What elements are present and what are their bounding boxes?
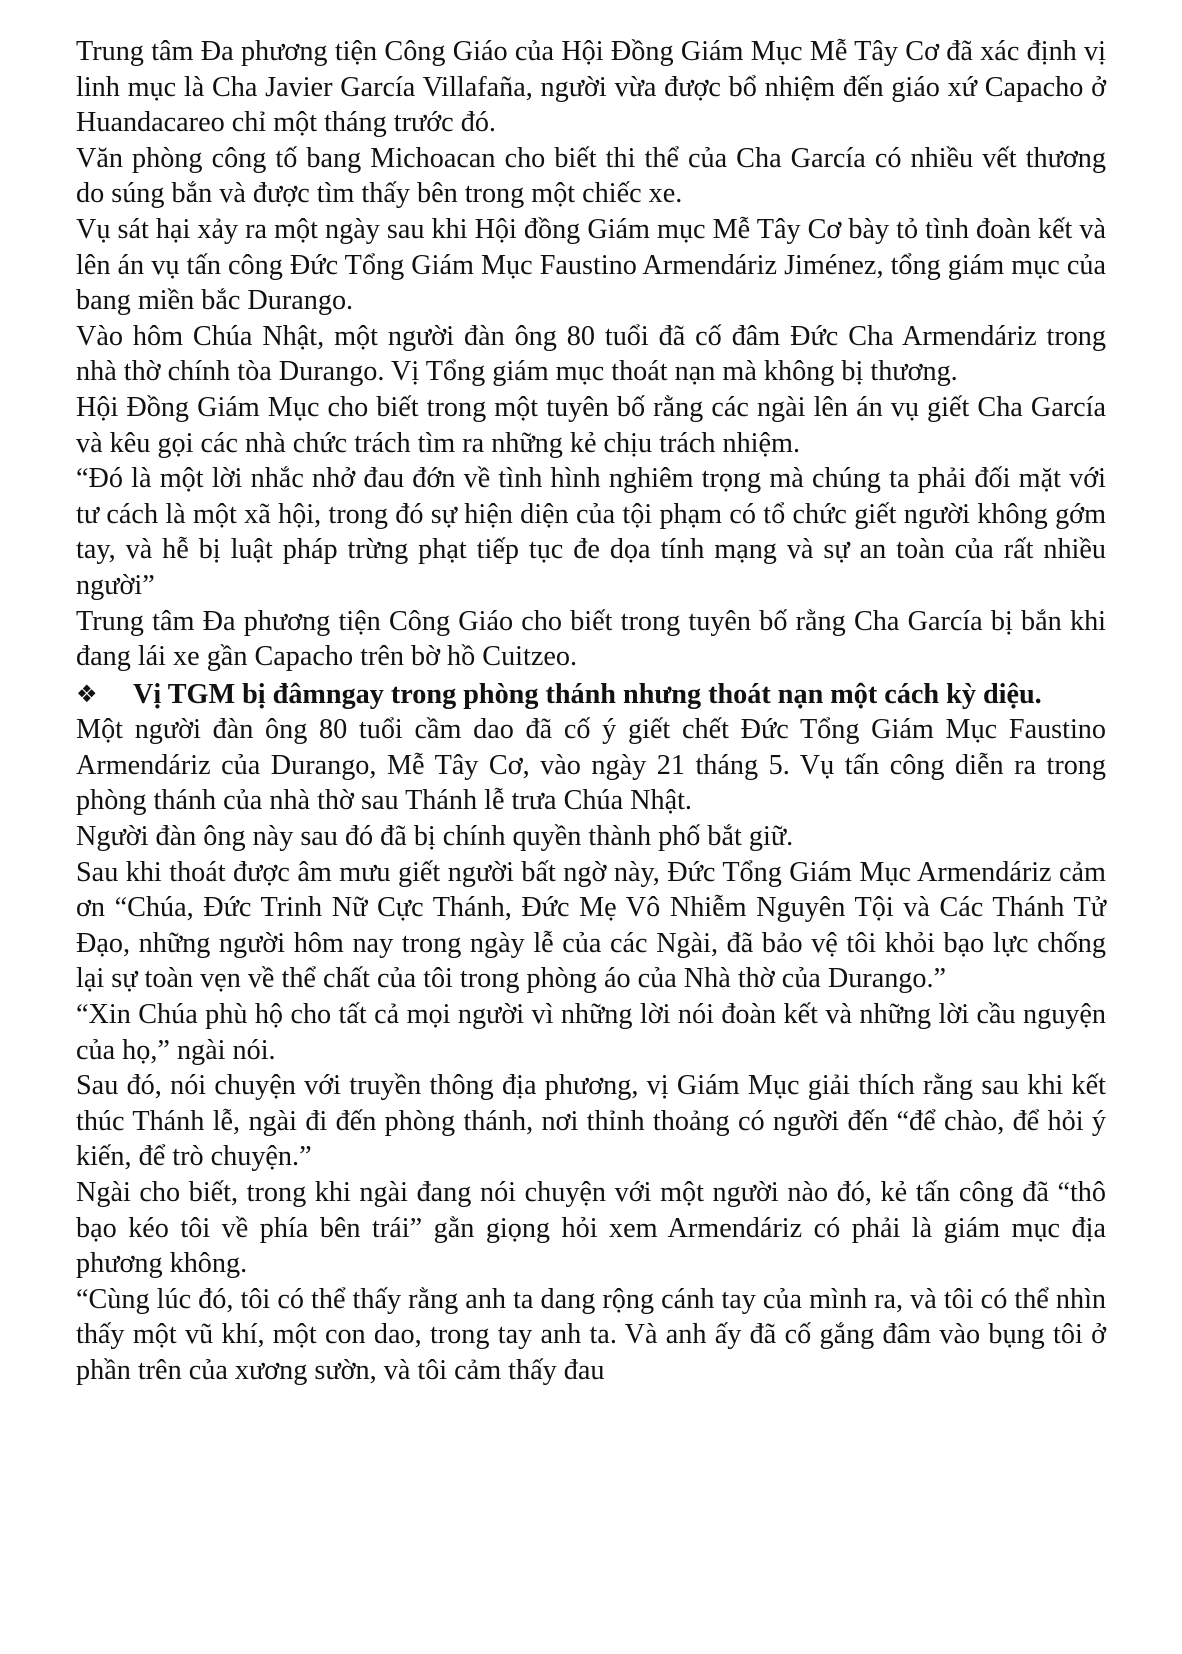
section-heading-text: Vị TGM bị đâmngay trong phòng thánh nhưng thoát nạn một cách kỳ diệu. [133, 678, 1042, 710]
paragraph-prosecutor-report: Văn phòng công tố bang Michoacan cho biết thi thể của Cha García có nhiều vết thương do súng bắn và được tìm thấy bên trong một chiếc xe. [76, 142, 1106, 210]
paragraph-knife-attack: Một người đàn ông 80 tuổi cầm dao đã cố ý giết chết Đức Tổng Giám Mục Faustino Armendáriz của Durango, Mễ Tây Cơ, vào ngày 21 tháng 5. Vụ tấn công diễn ra trong phòng thánh của nhà thờ sau Thánh lễ trưa Chúa Nhật. [76, 714, 1106, 817]
paragraph-shooting-location: Trung tâm Đa phương tiện Công Giáo cho biết trong tuyên bố rằng Cha García bị bắn khi đang lái xe gần Capacho trên bờ hồ Cuitzeo. [76, 605, 1106, 673]
section-heading [76, 677, 1106, 713]
paragraph-murder-context: Vụ sát hại xảy ra một ngày sau khi Hội đồng Giám mục Mễ Tây Cơ bày tỏ tình đoàn kết và lên án vụ tấn công Đức Tổng Giám Mục Faustino Armendáriz Jiménez, tổng giám mục của bang miền bắc Durango. [76, 213, 1106, 317]
paragraph-conference-statement: Hội Đồng Giám Mục cho biết trong một tuyên bố rằng các ngài lên án vụ giết Cha García và kêu gọi các nhà chức trách tìm ra những kẻ chịu trách nhiệm. [76, 391, 1106, 459]
paragraph-arrest: Người đàn ông này sau đó đã bị chính quyền thành phố bắt giữ. [76, 821, 794, 853]
paragraph-thanksgiving: Sau khi thoát được âm mưu giết người bất ngờ này, Đức Tổng Giám Mục Armendáriz cảm ơn “Chúa, Đức Trinh Nữ Cực Thánh, Đức Mẹ Vô Nhiễm Nguyên Tội và Các Thánh Tử Đạo, những người hôm nay trong ngày lễ của các Ngài, đã bảo vệ tôi khỏi bạo lực chống lại sự toàn vẹn về thể chất của tôi trong phòng áo của Nhà thờ của Durango.” [76, 856, 1106, 995]
paragraph-attacker-approach: Ngài cho biết, trong khi ngài đang nói chuyện với một người nào đó, kẻ tấn công đã “thô bạo kéo tôi về phía bên trái” gằn giọng hỏi xem Armendáriz có phải là giám mục địa phương không. [76, 1177, 1106, 1280]
paragraph-stabbing-account: “Cùng lúc đó, tôi có thể thấy rằng anh ta dang rộng cánh tay của mình ra, và tôi có thể nhìn thấy một vũ khí, một con dao, trong tay anh ta. Và anh ấy đã cố gắng đâm vào bụng tôi ở phần trên của xương sườn, và tôi cảm thấy đau [76, 1283, 1106, 1386]
paragraph-priest-identified: Trung tâm Đa phương tiện Công Giáo của Hội Đồng Giám Mục Mễ Tây Cơ đã xác định vị linh mục là Cha Javier García Villafaña, người vừa được bổ nhiệm đến giáo xứ Capacho ở Huandacareo chỉ một tháng trước đó. [76, 36, 1106, 139]
paragraph-quote-reminder: “Đó là một lời nhắc nhở đau đớn về tình hình nghiêm trọng mà chúng ta phải đối mặt với tư cách là một xã hội, trong đó sự hiện diện của tội phạm có tổ chức giết người không gớm tay, và hễ bị luật pháp trừng phạt tiếp tục đe dọa tính mạng và sự an toàn của rất nhiều người” [76, 463, 1106, 601]
paragraph-media-explanation: Sau đó, nói chuyện với truyền thông địa phương, vị Giám Mục giải thích rằng sau khi kết thúc Thánh lễ, ngài đi đến phòng thánh, nơi thỉnh thoảng có người đến “để chào, để hỏi ý kiến, để trò chuyện.” [76, 1070, 1106, 1173]
paragraph-sunday-attack: Vào hôm Chúa Nhật, một người đàn ông 80 tuổi đã cố đâm Đức Cha Armendáriz trong nhà thờ chính tòa Durango. Vị Tổng giám mục thoát nạn mà không bị thương. [76, 320, 1106, 388]
diamond-bullet-icon: ❖ [76, 679, 98, 708]
paragraph-blessing-quote: “Xin Chúa phù hộ cho tất cả mọi người vì những lời nói đoàn kết và những lời cầu nguyện của họ,” ngài nói. [76, 999, 1106, 1066]
